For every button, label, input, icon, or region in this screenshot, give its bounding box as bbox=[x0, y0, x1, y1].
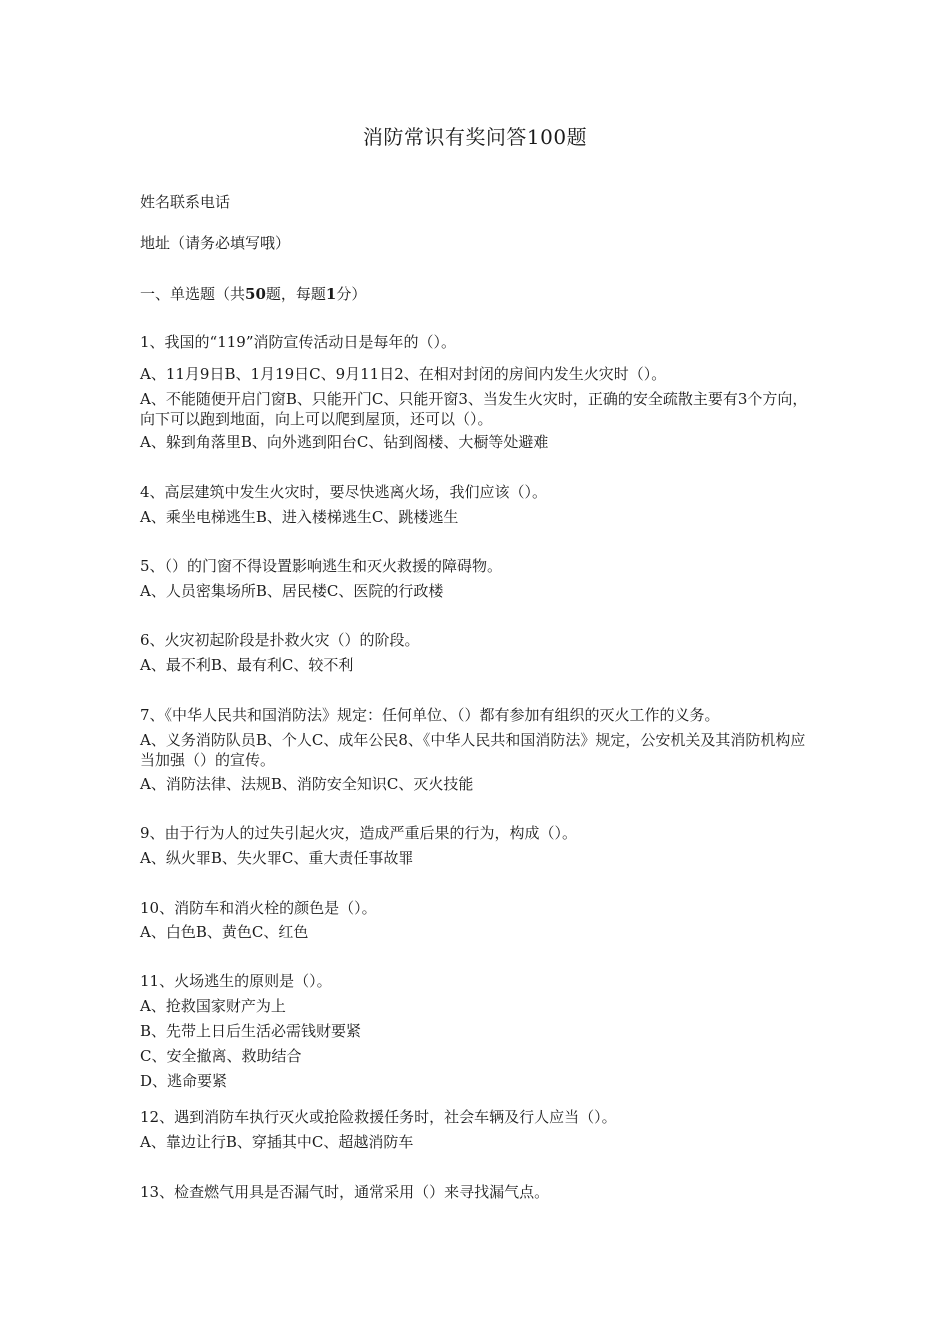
question-7-options-question-8: A、义务消防队员B、个人C、成年公民8、《中华人民共和国消防法》规定，公安机关及其消防机构应当加强（）的宣传。 bbox=[140, 731, 806, 769]
question-12-options: A、靠边让行B、穿插其中C、超越消防车 bbox=[140, 1133, 414, 1151]
question-5: 5、（）的门窗不得设置影响逃生和灭火救援的障碍物。 bbox=[140, 557, 503, 575]
question-4-options: A、乘坐电梯逃生B、进入楼梯逃生C、跳楼逃生 bbox=[140, 508, 459, 526]
question-12: 12、遇到消防车执行灭火或抢险救援任务时，社会车辆及行人应当（）。 bbox=[140, 1108, 617, 1126]
question-3-options: A、躲到角落里B、向外逃到阳台C、钻到阁楼、大橱等处避难 bbox=[140, 433, 549, 451]
question-6-options: A、最不利B、最有利C、较不利 bbox=[140, 656, 354, 674]
section-heading bbox=[140, 284, 820, 304]
section-middle: 题，每题 bbox=[265, 285, 326, 303]
question-13: 13、检查燃气用具是否漏气时，通常采用（）来寻找漏气点。 bbox=[140, 1183, 550, 1201]
question-9: 9、由于行为人的过失引起火灾，造成严重后果的行为，构成（）。 bbox=[140, 824, 578, 842]
question-10-options: A、白色B、黄色C、红色 bbox=[140, 923, 309, 941]
document-title: 消防常识有奖问答100题 bbox=[362, 125, 588, 149]
question-1: 1、我国的“119”消防宣传活动日是每年的（）。 bbox=[140, 333, 457, 351]
question-7: 7、《中华人民共和国消防法》规定：任何单位、（）都有参加有组织的灭火工作的义务。 bbox=[140, 706, 720, 724]
address-field: 地址（请务必填写哦） bbox=[140, 234, 291, 252]
question-5-options: A、人员密集场所B、居民楼C、医院的行政楼 bbox=[140, 582, 444, 600]
question-11: 11、火场逃生的原则是（）。 bbox=[140, 972, 332, 990]
section-count: 50 bbox=[245, 285, 266, 303]
question-11-option-b: B、先带上日后生活必需钱财要紧 bbox=[140, 1022, 362, 1040]
section-suffix: 分） bbox=[336, 285, 367, 303]
question-10: 10、消防车和消火栓的颜色是（）。 bbox=[140, 899, 377, 917]
question-6: 6、火灾初起阶段是扑救火灾（）的阶段。 bbox=[140, 631, 420, 649]
section-prefix: 一、单选题（共 bbox=[140, 285, 246, 303]
section-points: 1 bbox=[325, 285, 337, 303]
question-11-option-d: D、逃命要紧 bbox=[140, 1072, 228, 1090]
question-4: 4、高层建筑中发生火灾时，要尽快逃离火场，我们应该（）。 bbox=[140, 483, 548, 501]
question-9-options: A、纵火罪B、失火罪C、重大责任事故罪 bbox=[140, 849, 414, 867]
question-11-option-c: C、安全撤离、救助结合 bbox=[140, 1047, 302, 1065]
name-phone-field: 姓名联系电话 bbox=[140, 193, 231, 211]
question-1-options-question-2: A、11月9日B、1月19日C、9月11日2、在相对封闭的房间内发生火灾时（）。 bbox=[140, 365, 667, 383]
question-8-options: A、消防法律、法规B、消防安全知识C、灭火技能 bbox=[140, 775, 474, 793]
question-11-option-a: A、抢救国家财产为上 bbox=[140, 997, 286, 1015]
question-2-options-question-3: A、不能随便开启门窗B、只能开门C、只能开窗3、当发生火灾时，正确的安全疏散主要有3个方向，向下可以跑到地面，向上可以爬到屋顶，还可以（）。 bbox=[140, 390, 808, 428]
